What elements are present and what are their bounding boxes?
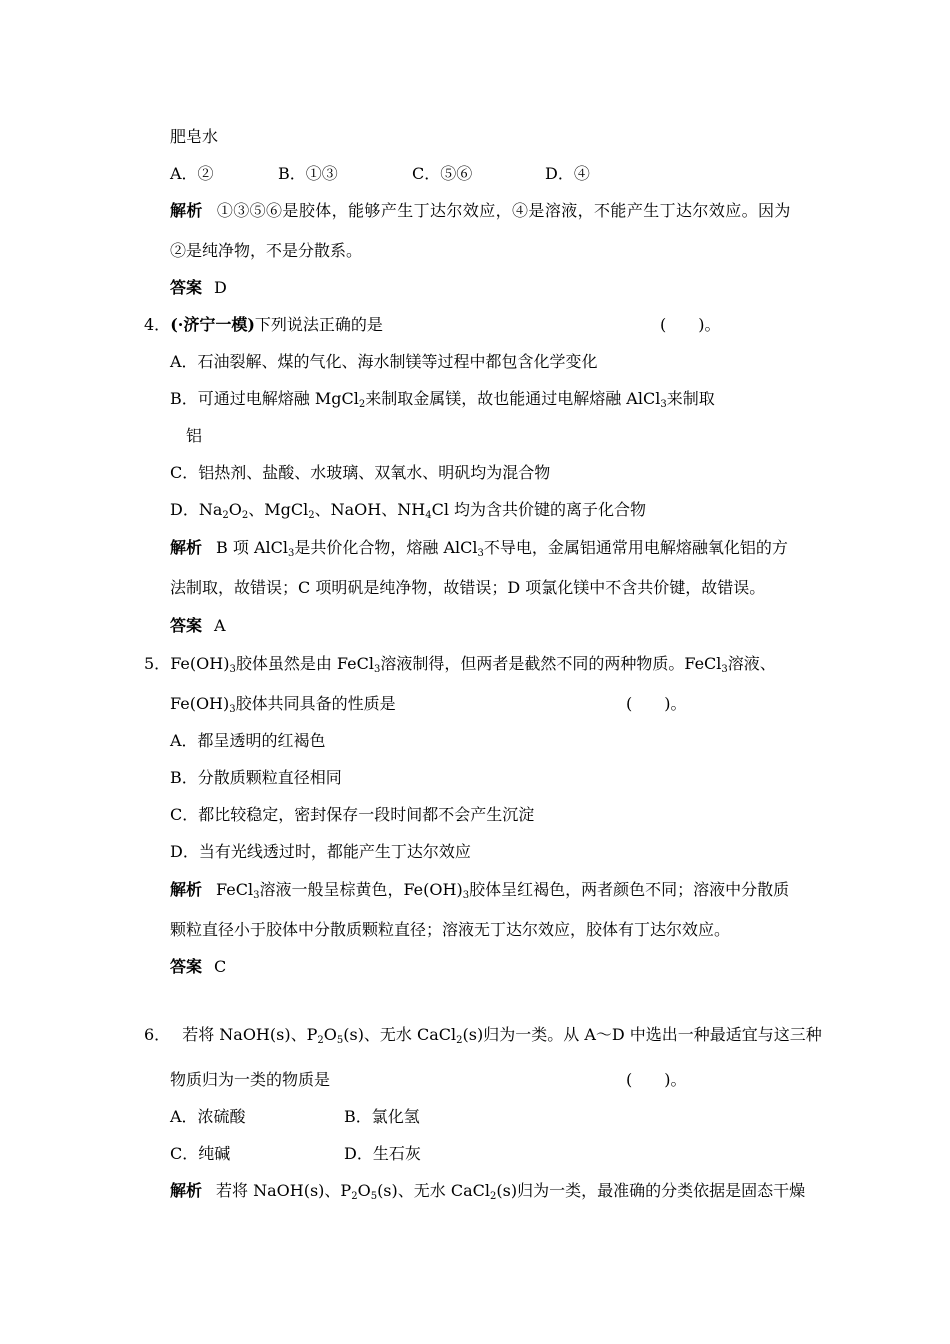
q5-analysis-line-2: 颗粒直径小于胶体中分散质颗粒直径；溶液无丁达尔效应，胶体有丁达尔效应。: [170, 920, 731, 939]
q4-analysis-line-2: 法制取，故错误；C 项明矾是纯净物，故错误；D 项氯化镁中不含共价键，故错误。: [170, 578, 766, 597]
answer-label: 答案: [170, 957, 203, 976]
analysis-label: 解析: [170, 201, 203, 220]
q6-option-a: A．浓硫酸: [170, 1107, 246, 1126]
q3-option-a: A．②: [170, 164, 214, 183]
q4-answer: 答案 A: [170, 616, 226, 635]
q5-stem-line-2: $Fe(OH)_3$胶体共同具备的性质是: [170, 694, 396, 715]
q3-answer: 答案 D: [170, 278, 227, 297]
q4-analysis-line-1: 解析 B 项 AlCl$_3$是共价化合物，熔融 AlCl$_3$不导电，金属铝通常用电解熔融氧化铝的方: [170, 538, 788, 559]
q6-stem-line-1: 6． 若将 NaOH(s)、$P_2O_5(s)$、无水 CaCl$_2$(s)归为一类。从 A～D 中选出一种最适宜与这三种: [144, 1025, 822, 1046]
analysis-label: 解析: [170, 538, 203, 557]
q5-option-b: B．分散质颗粒直径相同: [170, 768, 342, 787]
q4-stem: 4．(·济宁一模)下列说法正确的是: [144, 315, 383, 334]
q3-option-b: B．①③: [278, 164, 338, 183]
q5-option-c: C．都比较稳定，密封保存一段时间都不会产生沉淀: [170, 805, 535, 824]
q4-paren: ( )。: [660, 315, 721, 334]
q6-option-d: D．生石灰: [344, 1144, 421, 1163]
q4-option-b-cont: 铝: [186, 426, 203, 445]
q3-option-d: D．④: [545, 164, 590, 183]
analysis-label: 解析: [170, 1181, 203, 1200]
q6-option-b: B．氯化氢: [344, 1107, 420, 1126]
answer-label: 答案: [170, 616, 203, 635]
q3-analysis-line-2: ②是纯净物，不是分散系。: [170, 241, 363, 260]
q4-option-c: C．铝热剂、盐酸、水玻璃、双氧水、明矾均为混合物: [170, 463, 551, 482]
q4-source: (·济宁一模): [170, 315, 255, 334]
q6-option-c: C．纯碱: [170, 1144, 231, 1163]
q6-analysis-line-1: 解析 若将 NaOH(s)、$P_2O_5(s)$、无水 CaCl$_2$(s)归为一类，最准确的分类依据是固态干燥: [170, 1181, 806, 1202]
q4-option-b: B．可通过电解熔融 MgCl$_2$来制取金属镁，故也能通过电解熔融 AlCl$_3$来制取: [170, 389, 715, 410]
q6-paren: ( )。: [626, 1070, 687, 1089]
q3-analysis-line-1: 解析 ①③⑤⑥是胶体，能够产生丁达尔效应，④是溶液，不能产生丁达尔效应。因为: [170, 201, 791, 220]
q5-option-a: A．都呈透明的红褐色: [170, 731, 326, 750]
q5-stem-line-1: 5．$Fe(OH)_3$胶体虽然是由 FeCl$_3$溶液制得，但两者是截然不同的两种物质。FeCl$_3$溶液、: [144, 654, 776, 675]
q3-tail: 肥皂水: [170, 127, 219, 146]
q6-stem-line-2: 物质归为一类的物质是: [170, 1070, 331, 1089]
q4-option-a: A．石油裂解、煤的气化、海水制镁等过程中都包含化学变化: [170, 352, 598, 371]
q5-analysis-line-1: 解析 FeCl$_3$溶液一般呈棕黄色，$Fe(OH)_3$胶体呈红褐色，两者颜色不同；溶液中分散质: [170, 880, 790, 901]
answer-label: 答案: [170, 278, 203, 297]
q5-answer: 答案 C: [170, 957, 227, 976]
q5-option-d: D．当有光线透过时，都能产生丁达尔效应: [170, 842, 471, 861]
analysis-label: 解析: [170, 880, 203, 899]
q5-paren: ( )。: [626, 694, 687, 713]
q4-option-d: D．$Na_2O_2$、MgCl$_2$、NaOH、$NH_4Cl$ 均为含共价键的离子化合物: [170, 500, 647, 521]
q3-option-c: C．⑤⑥: [412, 164, 473, 183]
